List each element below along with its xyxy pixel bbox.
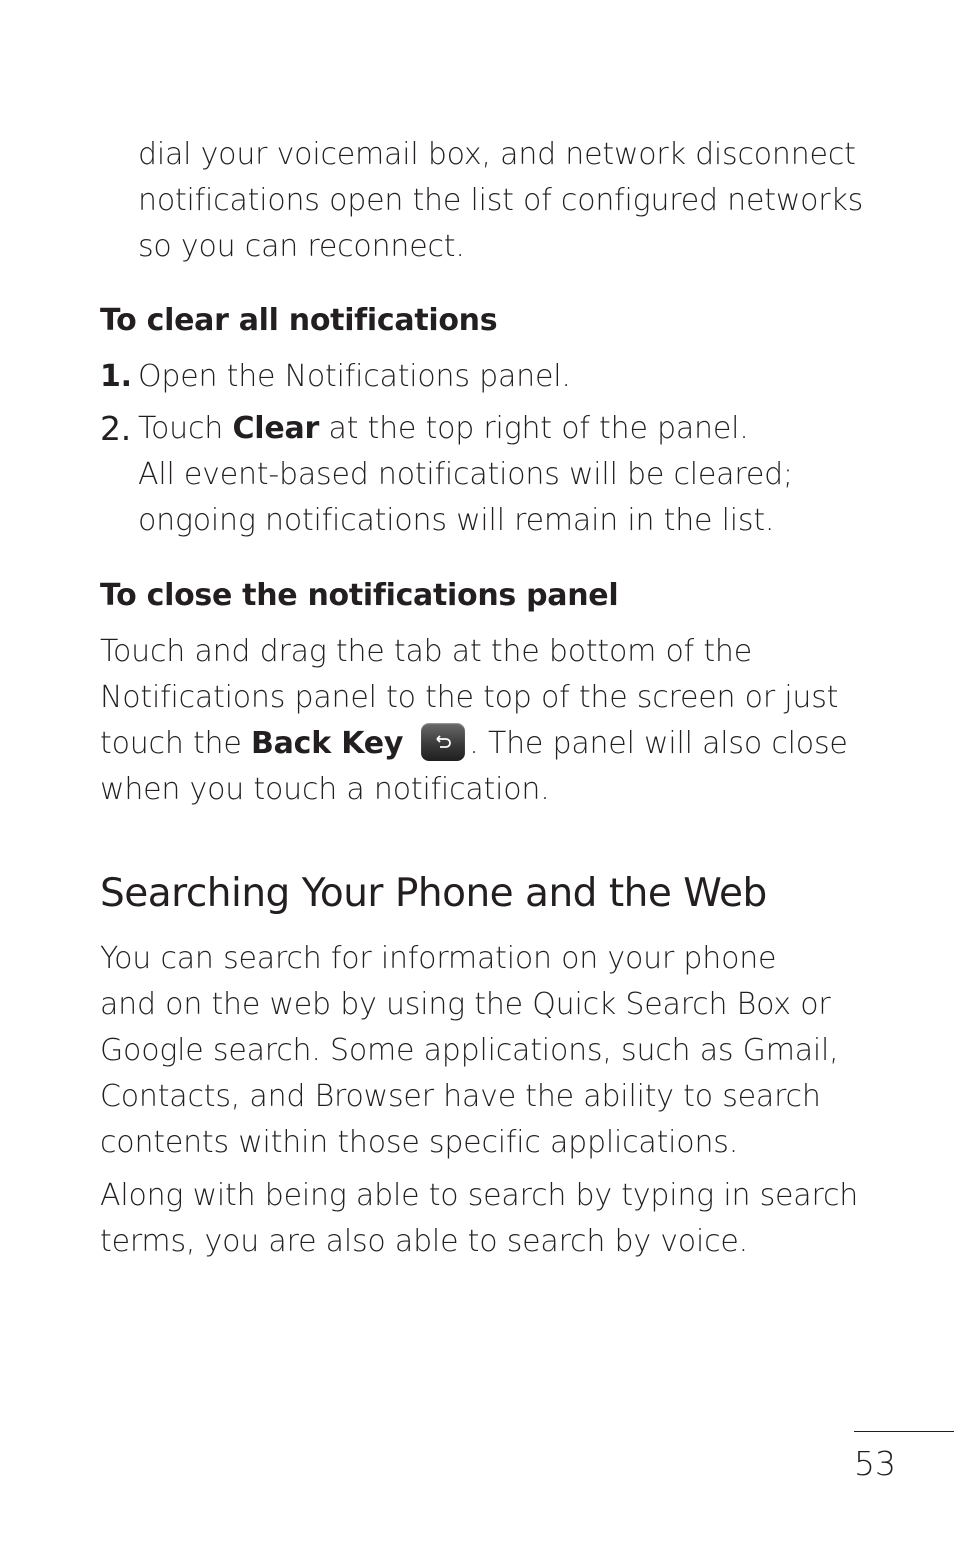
step-2-suffix: at the top right of the panel. [319, 411, 749, 446]
close-panel-prefix: touch the [100, 726, 251, 761]
back-key-term: Back Key [250, 726, 404, 761]
searching-title: Searching Your Phone and the Web [100, 871, 767, 916]
page-number: 53 [854, 1444, 896, 1483]
clear-all-heading: To clear all notifications [100, 303, 498, 338]
step-2-line: All event-based notifications will be cleared; [138, 457, 793, 492]
searching-line: Google search. Some applications, such as Gmail, [100, 1033, 839, 1068]
step-number: 1. [100, 359, 132, 394]
searching-line: and on the web by using the Quick Search Box or [100, 987, 831, 1022]
intro-paragraph [138, 132, 918, 270]
intro-line: dial your voicemail box, and network disconnect [138, 137, 856, 172]
close-panel-heading: To close the notifications panel [100, 578, 619, 613]
intro-line: so you can reconnect. [138, 229, 465, 264]
step-text [138, 406, 793, 544]
intro-line: notifications open the list of configured networks [138, 183, 864, 218]
close-panel-line: Notifications panel to the top of the screen or just [100, 680, 839, 715]
step-text: Open the Notifications panel. [138, 359, 571, 394]
close-panel-line: Touch and drag the tab at the bottom of the [100, 634, 752, 669]
page-rule [854, 1431, 954, 1432]
close-panel-line [100, 721, 880, 767]
step-2-first-line [138, 406, 793, 452]
close-panel-suffix: . The panel will also close [469, 726, 848, 761]
searching-line: contents within those specific applications. [100, 1125, 739, 1160]
step-2-prefix: Touch [138, 411, 233, 446]
close-panel-paragraph [100, 629, 880, 813]
searching-line: Along with being able to search by typing in search [100, 1178, 859, 1213]
back-key-icon [421, 723, 465, 761]
clear-term: Clear [232, 411, 320, 446]
searching-line: terms, you are also able to search by voice. [100, 1224, 748, 1259]
step-number: 2. [100, 409, 132, 448]
searching-line: You can search for information on your phone [100, 941, 777, 976]
searching-paragraph-1 [100, 936, 880, 1166]
step-2-line: ongoing notifications will remain in the list. [138, 503, 775, 538]
searching-line: Contacts, and Browser have the ability to search [100, 1079, 821, 1114]
close-panel-line: when you touch a notification. [100, 772, 550, 807]
searching-paragraph-2 [100, 1173, 880, 1265]
